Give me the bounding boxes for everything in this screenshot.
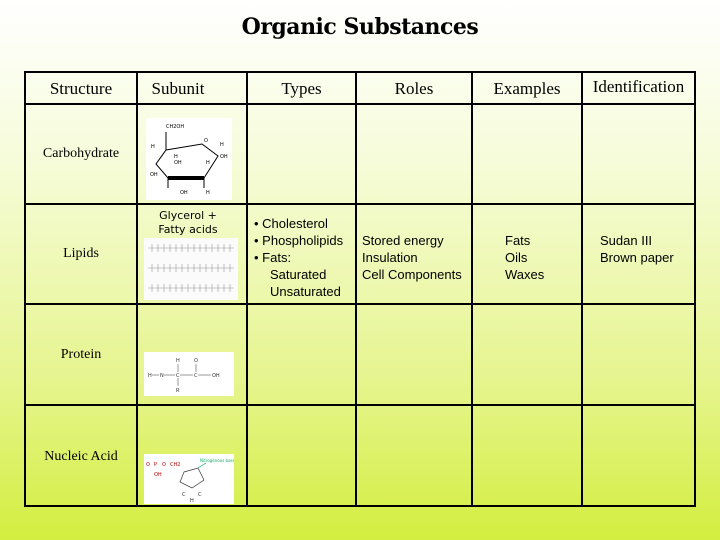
nucleotide-atom-label: OH bbox=[154, 472, 162, 478]
lipid-roles-list bbox=[362, 232, 472, 283]
row-label-carbohydrate: Carbohydrate bbox=[42, 146, 120, 161]
header-types: Types bbox=[281, 79, 322, 98]
roles-item: Insulation bbox=[362, 250, 418, 265]
roles-item: Stored energy bbox=[362, 233, 444, 248]
glucose-atom-label: CH2OH bbox=[166, 124, 185, 130]
lipid-examples-list bbox=[505, 232, 575, 283]
glucose-atom-label: H bbox=[220, 142, 224, 148]
glucose-atom-label: O bbox=[204, 138, 208, 144]
amino-atom-label: H bbox=[148, 373, 152, 379]
header-subunit: Subunit bbox=[151, 79, 205, 98]
examples-item: Oils bbox=[505, 250, 528, 265]
nucleotide-atom-label: O bbox=[162, 462, 166, 468]
row-label-protein: Protein bbox=[60, 347, 102, 362]
glucose-atom-label: H bbox=[151, 144, 155, 150]
types-item: • Cholesterol bbox=[254, 216, 328, 231]
glucose-atom-label: H bbox=[206, 190, 210, 196]
identification-item: Sudan III bbox=[600, 233, 653, 248]
nucleotide-atom-label: C bbox=[182, 492, 186, 498]
examples-item: Fats bbox=[505, 233, 531, 248]
examples-item: Waxes bbox=[505, 267, 545, 282]
page-title: Organic Substances bbox=[241, 14, 479, 40]
lipid-identification-list bbox=[600, 232, 692, 266]
subunit-label-line: Fatty acids bbox=[158, 223, 218, 236]
glucose-atom-label: OH bbox=[174, 160, 182, 166]
amino-acid-structure-image bbox=[144, 352, 234, 396]
glucose-atom-label: H bbox=[206, 160, 210, 166]
types-item: Unsaturated bbox=[270, 284, 341, 299]
nucleotide-atom-label: C bbox=[198, 492, 202, 498]
header-identification: Identification bbox=[592, 77, 685, 96]
identification-item: Brown paper bbox=[600, 250, 674, 265]
amino-atom-label: N bbox=[160, 373, 164, 379]
row-label-nucleic-acid: Nucleic Acid bbox=[44, 449, 118, 464]
fatty-acid-structure-image bbox=[144, 238, 238, 300]
glucose-atom-label: OH bbox=[220, 154, 228, 160]
nucleotide-atom-label: O bbox=[146, 462, 150, 468]
nucleotide-atom-label: P bbox=[154, 462, 158, 468]
amino-atom-label: C bbox=[176, 373, 180, 379]
row-label-lipids: Lipids bbox=[63, 246, 99, 261]
nucleotide-structure-image bbox=[144, 454, 234, 504]
roles-item: Cell Components bbox=[362, 267, 462, 282]
glucose-atom-label: OH bbox=[180, 190, 188, 196]
amino-atom-label: H bbox=[176, 358, 180, 364]
lipid-types-list bbox=[254, 215, 354, 300]
glucose-atom-label: H bbox=[174, 154, 178, 160]
glucose-atom-label: OH bbox=[150, 172, 158, 178]
amino-atom-label: R bbox=[176, 388, 180, 394]
nucleotide-atom-label: H bbox=[190, 498, 194, 504]
lipid-subunit-label bbox=[140, 209, 236, 237]
header-examples: Examples bbox=[493, 79, 561, 98]
subunit-label-line: Glycerol + bbox=[159, 209, 217, 222]
types-item: • Fats: bbox=[254, 250, 292, 265]
header-structure: Structure bbox=[49, 79, 113, 98]
amino-atom-label: C bbox=[194, 373, 198, 379]
amino-atom-label: OH bbox=[212, 373, 220, 379]
glucose-structure-image bbox=[146, 118, 232, 200]
nucleotide-atom-label: CH2 bbox=[170, 462, 181, 468]
nucleotide-atom-label: Nitrogenous base bbox=[200, 458, 234, 463]
types-item: Saturated bbox=[270, 267, 327, 282]
amino-atom-label: O bbox=[194, 358, 198, 364]
types-item: • Phospholipids bbox=[254, 233, 344, 248]
header-roles: Roles bbox=[394, 79, 434, 98]
